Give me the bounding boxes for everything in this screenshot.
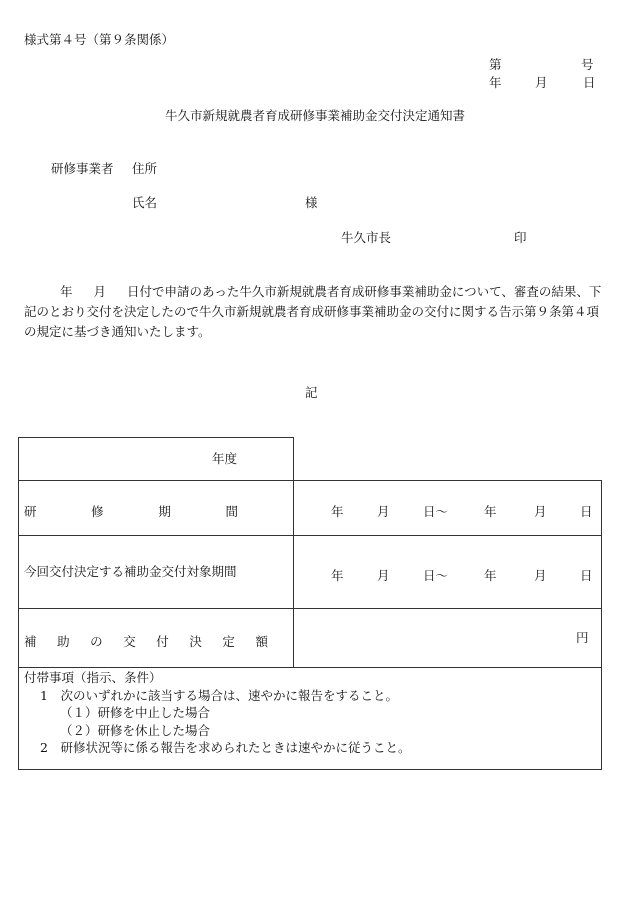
document-title: 牛久市新規就農者育成研修事業補助金交付決定通知書 xyxy=(164,108,465,123)
doc-date-month: 月 xyxy=(535,75,548,90)
label-char: 定 xyxy=(222,634,235,649)
label-char: 補 xyxy=(24,634,37,649)
address-label: 住所 xyxy=(132,161,158,176)
note-item-1: 1 次のいずれかに該当する場合は、速やかに報告をすること。 xyxy=(40,687,398,703)
form-label: 様式第４号（第９条関係） xyxy=(24,32,175,47)
label-char: 交 xyxy=(123,634,136,649)
end-year: 年 xyxy=(484,504,497,519)
start-day: 日〜 xyxy=(423,504,449,519)
body-month: 月 xyxy=(93,284,107,299)
subsidy-period-range xyxy=(331,566,593,584)
doc-date-year: 年 xyxy=(489,75,502,90)
table-divider xyxy=(18,667,602,668)
body-paragraph xyxy=(24,282,602,342)
start-month: 月 xyxy=(377,568,390,583)
amount-unit: 円 xyxy=(576,630,589,645)
note-item-1-sub-1: （１）研修を中止した場合 xyxy=(60,705,211,720)
label-char: 間 xyxy=(225,504,238,519)
notes-section xyxy=(24,669,410,757)
end-month: 月 xyxy=(534,504,547,519)
doc-no-suffix: 号 xyxy=(581,57,594,72)
fiscal-year-label: 年度 xyxy=(212,451,238,466)
notes-heading: 付帯事項（指示、条件） xyxy=(24,670,162,685)
amount-label xyxy=(24,632,268,650)
recipient-role: 研修事業者 xyxy=(51,161,114,176)
training-period-label xyxy=(24,502,238,520)
start-year: 年 xyxy=(331,568,344,583)
label-char: 決 xyxy=(189,634,202,649)
sender-name: 牛久市長 xyxy=(341,230,392,245)
honorific: 様 xyxy=(305,195,318,210)
label-char: 期 xyxy=(158,504,171,519)
name-label: 氏名 xyxy=(132,195,158,210)
end-day: 日 xyxy=(580,568,593,583)
end-day: 日 xyxy=(580,504,593,519)
fiscal-year-cell xyxy=(18,437,294,481)
seal-mark: 印 xyxy=(514,230,527,245)
end-year: 年 xyxy=(484,568,497,583)
label-char: 額 xyxy=(255,634,268,649)
doc-no-prefix: 第 xyxy=(489,57,502,72)
subsidy-period-label: 今回交付決定する補助金交付対象期間 xyxy=(24,564,237,579)
note-item-1-sub-2: （２）研修を休止した場合 xyxy=(60,722,211,738)
body-year: 年 xyxy=(60,284,73,299)
body-text: 日付で申請のあった牛久市新規就農者育成研修事業補助金について、審査の結果、下記のとおり交付を決定したので牛久市新規就農者育成研修事業補助金の交付に関する告示第９条第４項の規定に基づき通知いたします。 xyxy=(24,284,602,339)
ki-heading: 記 xyxy=(305,385,318,400)
label-char: 研 xyxy=(24,504,37,519)
doc-date-day: 日 xyxy=(583,75,596,90)
table-column-divider xyxy=(293,480,294,668)
end-month: 月 xyxy=(534,568,547,583)
training-period-range xyxy=(331,502,593,520)
start-month: 月 xyxy=(377,504,390,519)
table-divider xyxy=(18,535,602,536)
label-char: 修 xyxy=(91,504,104,519)
table-divider xyxy=(18,608,602,609)
label-char: の xyxy=(90,634,103,649)
start-year: 年 xyxy=(331,504,344,519)
start-day: 日〜 xyxy=(423,568,449,583)
label-char: 付 xyxy=(156,634,169,649)
note-item-2: 2 研修状況等に係る報告を求められたときは速やかに従うこと。 xyxy=(40,740,411,755)
label-char: 助 xyxy=(57,634,70,649)
